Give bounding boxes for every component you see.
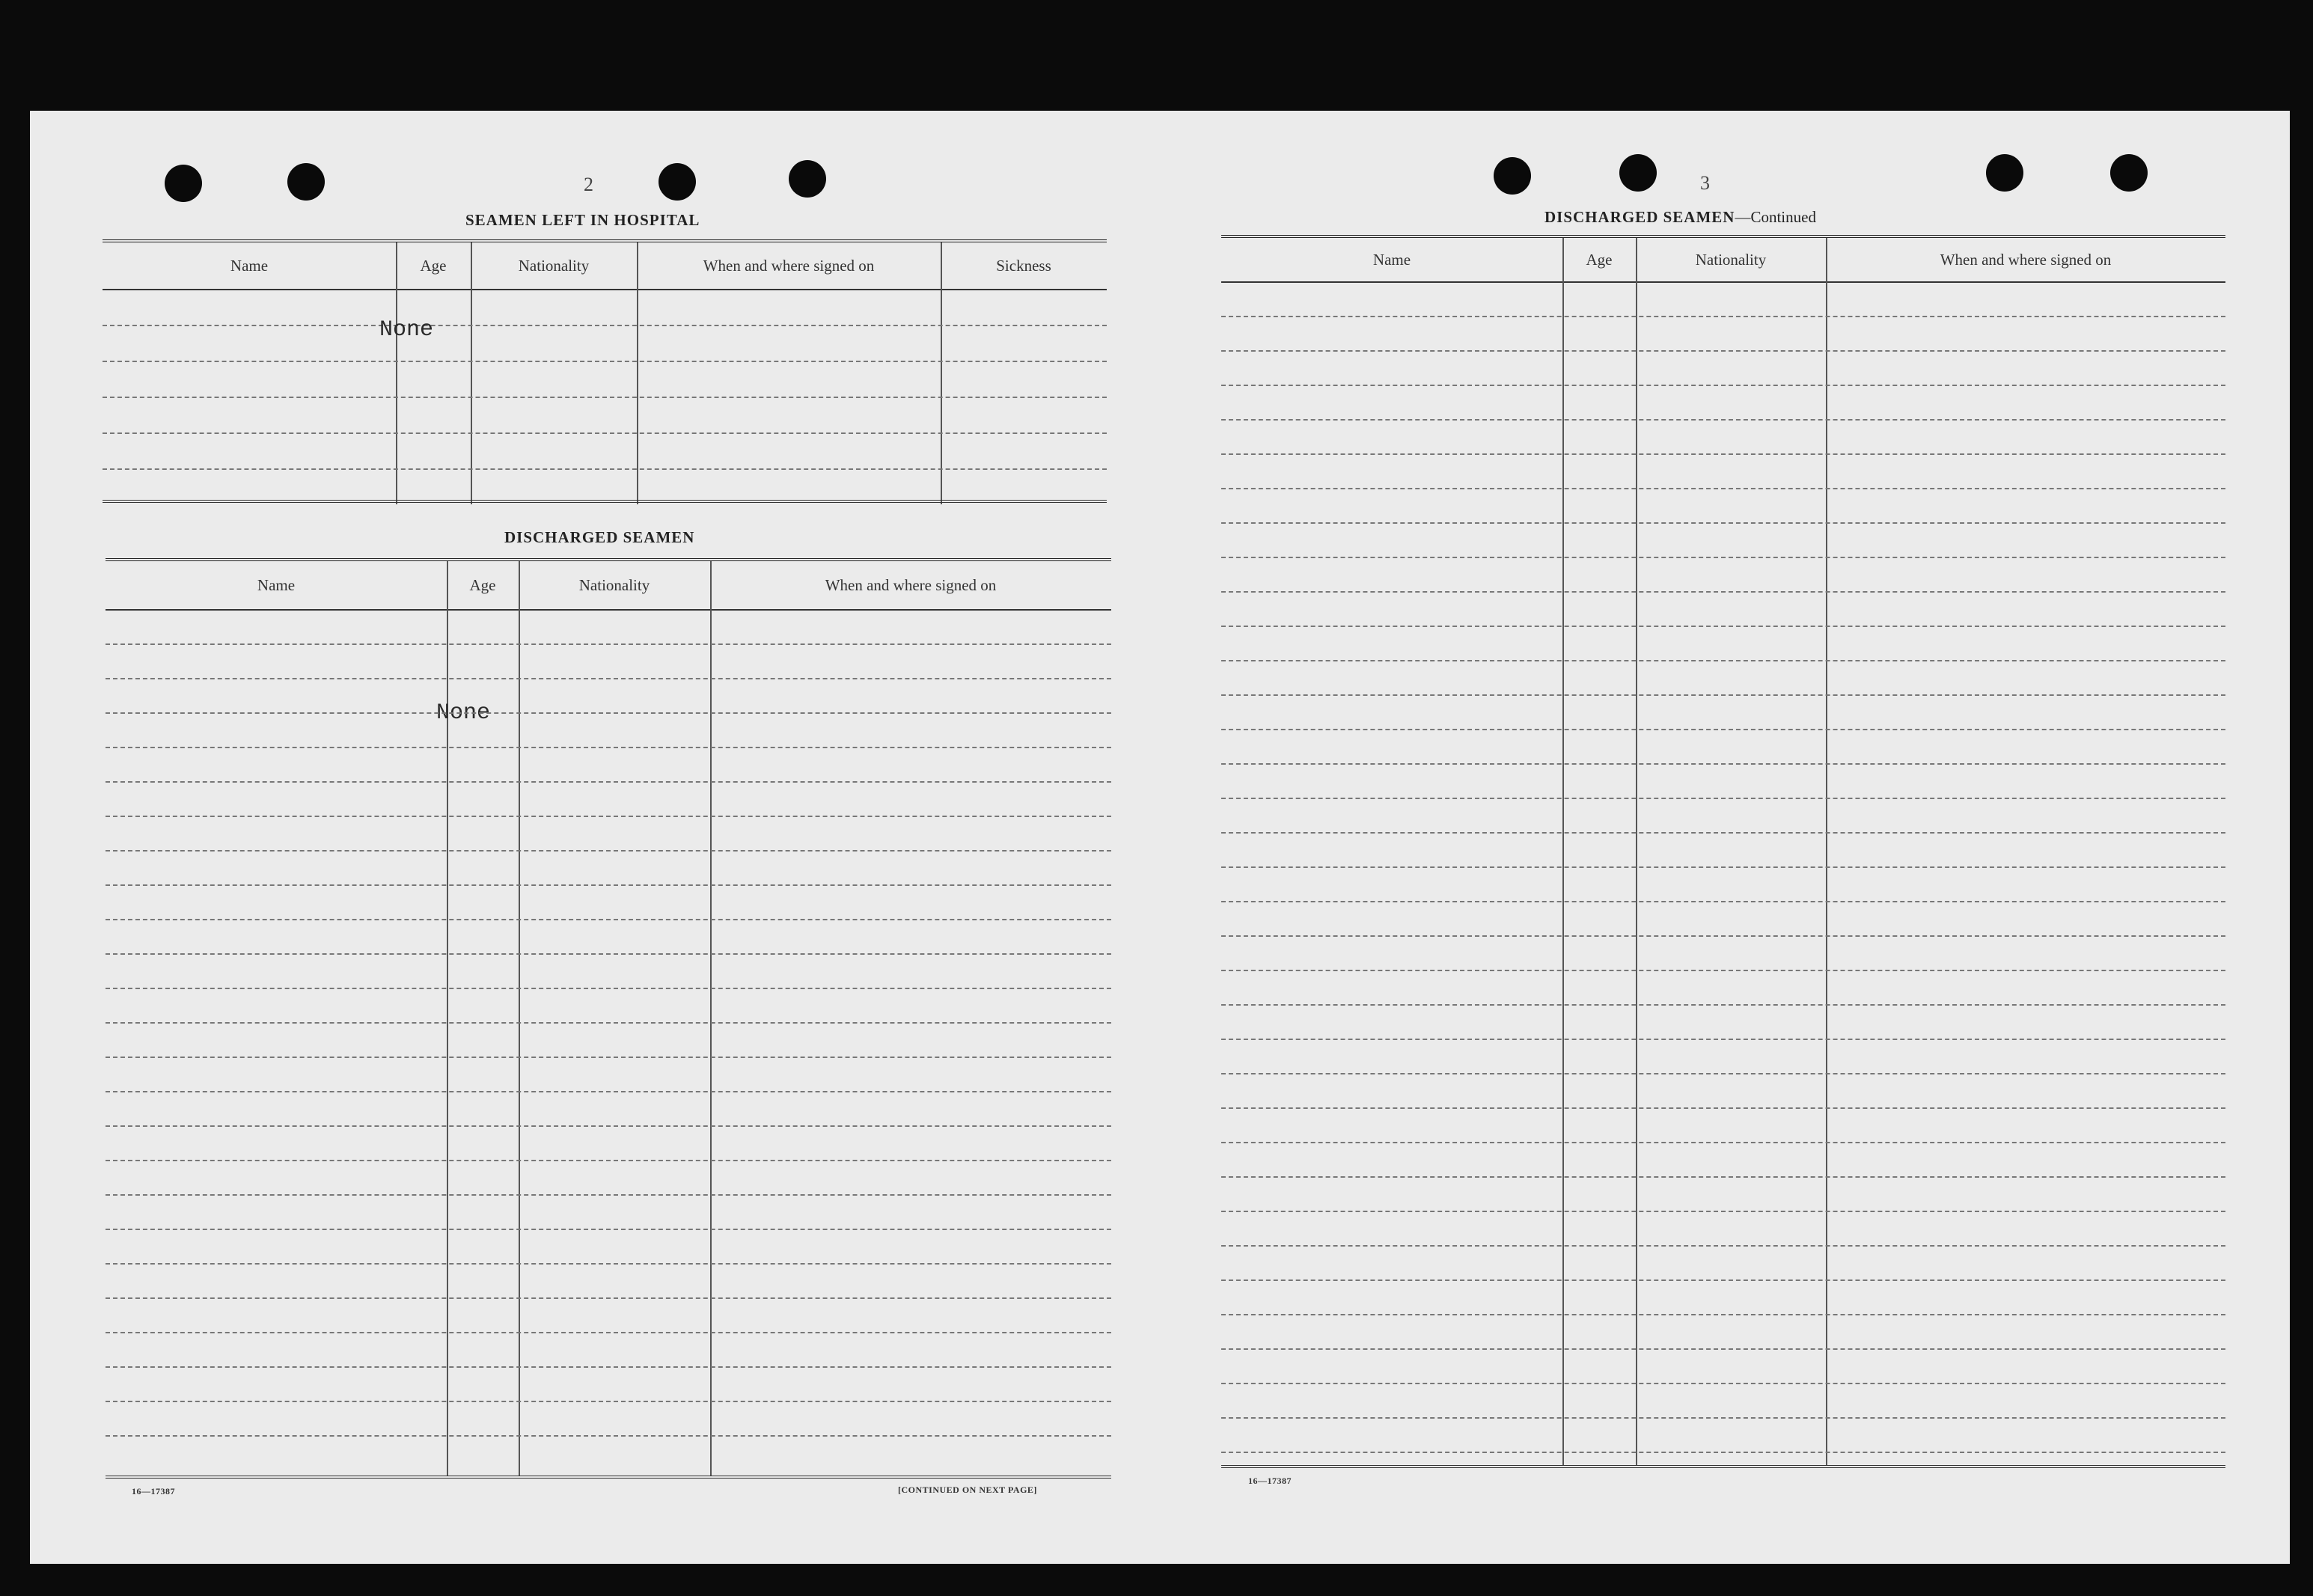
row-line [106,1091,1111,1092]
continued-note: [CONTINUED ON NEXT PAGE] [898,1485,1037,1495]
column-header-name: Name [1372,250,1411,269]
row-line [106,643,1111,645]
row-line [1221,1314,2225,1315]
punch-hole [165,165,202,202]
column-divider [1826,238,1827,1465]
row-line [1221,1383,2225,1384]
row-line [103,325,1107,326]
table-bottom-rule [106,1476,1111,1479]
row-line [1221,488,2225,489]
row-line [1221,1107,2225,1109]
form-number: 16—17387 [1248,1476,1292,1486]
row-line [1221,1073,2225,1074]
discharged-table [106,558,1111,1407]
table-header [106,561,1111,611]
row-line [1221,453,2225,455]
row-line [103,397,1107,398]
column-divider [941,242,942,504]
row-line [1221,660,2225,661]
column-header-name: Name [230,256,269,275]
row-line [1221,385,2225,386]
punch-hole [1494,157,1531,195]
row-line [106,1125,1111,1127]
row-line [106,988,1111,989]
table-bottom-rule [103,500,1107,503]
row-line [1221,591,2225,593]
row-line [1221,729,2225,730]
row-line [1221,316,2225,317]
column-header-age: Age [420,256,447,275]
form-number: 16—17387 [132,1486,175,1496]
section-title-discharged: DISCHARGED SEAMEN [504,528,695,546]
section-title-text: DISCHARGED SEAMEN [1544,208,1735,226]
punch-hole [659,163,696,201]
row-line [103,361,1107,362]
row-line [1221,1245,2225,1247]
column-divider [447,561,448,1476]
row-line [106,816,1111,817]
row-line [106,850,1111,851]
table-header [103,242,1107,290]
column-header-sickness: Sickness [996,256,1051,275]
row-line [106,1297,1111,1299]
row-line [106,1057,1111,1058]
row-line [106,919,1111,920]
row-line [1221,626,2225,627]
row-line [106,1435,1111,1437]
row-line [1221,763,2225,765]
section-title-discharged-continued [1544,208,1816,227]
section-title-hospital: SEAMEN LEFT IN HOSPITAL [465,211,700,229]
row-line [1221,350,2225,352]
punch-hole [789,160,826,198]
row-line [1221,866,2225,868]
column-divider [1562,238,1564,1465]
column-header-nationality: Nationality [518,256,590,275]
typed-entry: None [379,317,434,343]
column-divider [396,242,397,504]
column-divider [519,561,520,1476]
row-line [106,1194,1111,1196]
punch-hole [2110,154,2148,192]
discharged-continued-table [1221,235,2225,1473]
row-line [1221,419,2225,421]
row-line [106,1229,1111,1230]
row-line [1221,1348,2225,1350]
row-line [1221,694,2225,696]
row-line [1221,935,2225,937]
row-line [106,747,1111,748]
column-divider [710,561,712,1476]
page-number: 3 [1700,172,1710,194]
row-line [1221,1142,2225,1143]
row-line [1221,557,2225,558]
column-divider [1636,238,1637,1465]
punch-hole [1986,154,2023,192]
hospital-table [103,239,1107,504]
row-line [106,712,1111,714]
row-line [103,468,1107,470]
column-header-age: Age [1586,250,1613,269]
row-line [106,1022,1111,1024]
document-sheet [30,111,2290,1564]
row-line [106,1263,1111,1265]
column-divider [637,242,638,504]
table-header [1221,238,2225,283]
row-line [1221,901,2225,902]
typed-entry: None [436,700,491,726]
row-line [1221,1452,2225,1453]
column-header-nationality: Nationality [578,575,650,594]
table-bottom-rule [1221,1465,2225,1468]
column-header-signed-on: When and where signed on [1940,250,2112,269]
row-line [1221,798,2225,799]
row-line [106,1366,1111,1368]
row-line [106,1332,1111,1333]
column-header-name: Name [257,575,296,594]
row-line [106,781,1111,783]
row-line [106,884,1111,886]
row-line [1221,1004,2225,1006]
column-header-signed-on: When and where signed on [703,256,875,275]
page-number: 2 [584,174,593,195]
row-line [1221,1176,2225,1178]
column-divider [471,242,472,504]
punch-hole [287,163,325,201]
row-line [106,953,1111,955]
column-header-nationality: Nationality [1695,250,1767,269]
row-line [1221,1279,2225,1281]
row-line [103,432,1107,434]
row-line [106,678,1111,679]
row-line [1221,832,2225,834]
row-line [1221,1039,2225,1040]
row-line [1221,1211,2225,1212]
row-line [1221,970,2225,971]
column-header-signed-on: When and where signed on [825,575,997,594]
row-line [106,1401,1111,1402]
column-header-age: Age [469,575,496,594]
section-title-suffix: —Continued [1735,208,1816,226]
row-line [106,1160,1111,1161]
row-line [1221,1417,2225,1419]
punch-hole [1619,154,1657,192]
row-line [1221,522,2225,524]
